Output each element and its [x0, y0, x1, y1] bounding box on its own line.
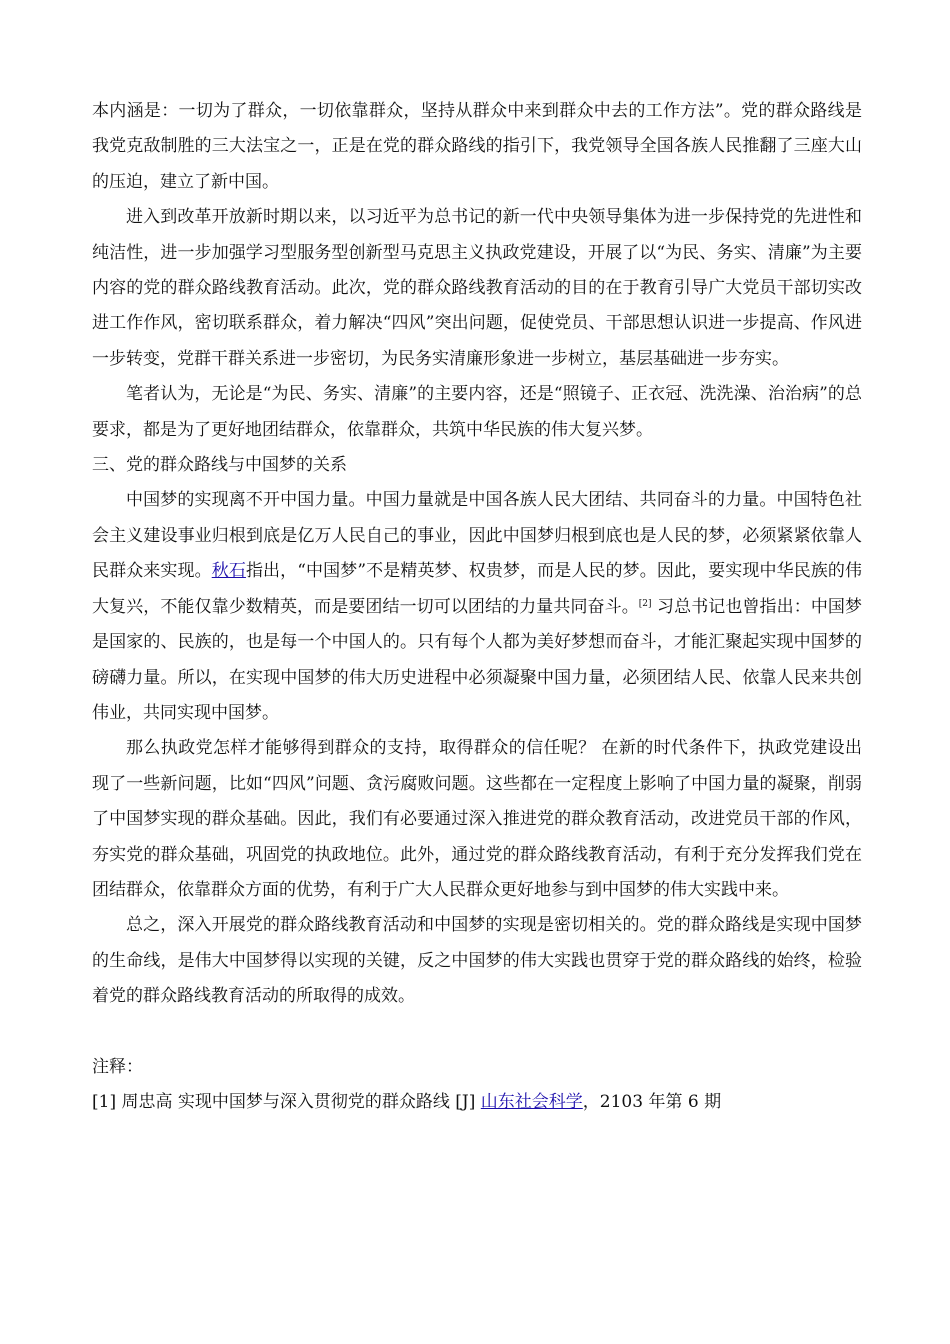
paragraph-ruling-party: 那么执政党怎样才能够得到群众的支持，取得群众的信任呢？ 在新的时代条件下，执政党建设出现了一些新问题，比如“四风”问题、贪污腐败问题。这些都在一定程度上影响了中国力量的凝聚，削弱了中国梦实现的群众基础。因此，我们有必要通过深入推进党的群众教育活动，改进党员干部的作风，夯实党的群众基础，巩固党的执政地位。此外，通过党的群众路线教育活动，有利于充分发挥我们党在团结群众，依靠群众方面的优势，有利于广大人民群众更好地参与到中国梦的伟大实践中来。: [92, 738, 862, 900]
paragraph-author-view: 笔者认为，无论是“为民、务实、清廉”的主要内容，还是“照镜子、正衣冠、洗洗澡、治治病”的总要求，都是为了更好地团结群众，依靠群众，共筑中华民族的伟大复兴梦。: [92, 384, 862, 440]
document-page: [92, 94, 862, 1120]
note-text: ，2103 年第 6 期: [582, 1091, 722, 1112]
notes-section: [92, 1050, 862, 1121]
paragraph-reform-era: 进入到改革开放新时期以来，以习近平为总书记的新一代中央领导集体为进一步保持党的先进性和纯洁性，进一步加强学习型服务型创新型马克思主义执政党建设，开展了以“为民、务实、清廉”为主要内容的党的群众路线教育活动。此次，党的群众路线教育活动的目的在于教育引导广大党员干部切实改进工作作风，密切联系群众，着力解决“四风”突出问题，促使党员、干部思想认识进一步提高、作风进一步转变，党群干群关系进一步密切，为民务实清廉形象进一步树立，基层基础进一步夯实。: [92, 207, 862, 369]
paragraph-conclusion: 总之，深入开展党的群众路线教育活动和中国梦的实现是密切相关的。党的群众路线是实现中国梦的生命线，是伟大中国梦得以实现的关键，反之中国梦的伟大实践也贯穿于党的群众路线的始终，检验着党的群众路线教育活动的所取得的成效。: [92, 915, 862, 1007]
qiushi-link[interactable]: 秋石: [211, 561, 246, 582]
journal-link[interactable]: 山东社会科学: [480, 1091, 583, 1112]
paragraph-text: 习总书记也曾指出：中国梦是国家的、民族的，也是每一个中国人的。只有每个人都为美好梦想而奋斗，才能汇聚起实现中国梦的磅礴力量。所以，在实现中国梦的伟大历史进程中必须凝聚中国力量，必须团结人民、依靠人民来共创伟业，共同实现中国梦。: [92, 596, 862, 723]
paragraph-text: 指出，“中国梦”不是精英梦、权贵梦，而是人民的梦。因此，要实现中华民族的伟大复兴，不能仅靠少数精英，而是要团结一切可以团结的力量共同奋斗。: [92, 561, 863, 617]
section-heading-3: 三、党的群众路线与中国梦的关系: [92, 455, 347, 476]
paragraph-text: 中国梦的实现离不开中国力量。中国力量就是中国各族人民大团结、共同奋斗的力量。中国特色社会主义建设事业归根到底是亿万人民自己的事业，因此中国梦归根到底也是人民的梦，必须紧紧依靠人民群众来实现。: [92, 490, 862, 582]
note-text: [1] 周忠高 实现中国梦与深入贯彻党的群众路线 [J]: [92, 1091, 481, 1112]
note-1: [92, 1085, 862, 1120]
notes-label: 注释：: [92, 1056, 143, 1077]
paragraph-china-dream: [92, 483, 862, 731]
paragraph-continuation: 本内涵是：一切为了群众，一切依靠群众，坚持从群众中来到群众中去的工作方法”。党的群众路线是我党克敌制胜的三大法宝之一，正是在党的群众路线的指引下，我党领导全国各族人民推翻了三座大山的压迫，建立了新中国。: [92, 101, 862, 192]
footnote-ref-2: [2]: [638, 598, 652, 609]
